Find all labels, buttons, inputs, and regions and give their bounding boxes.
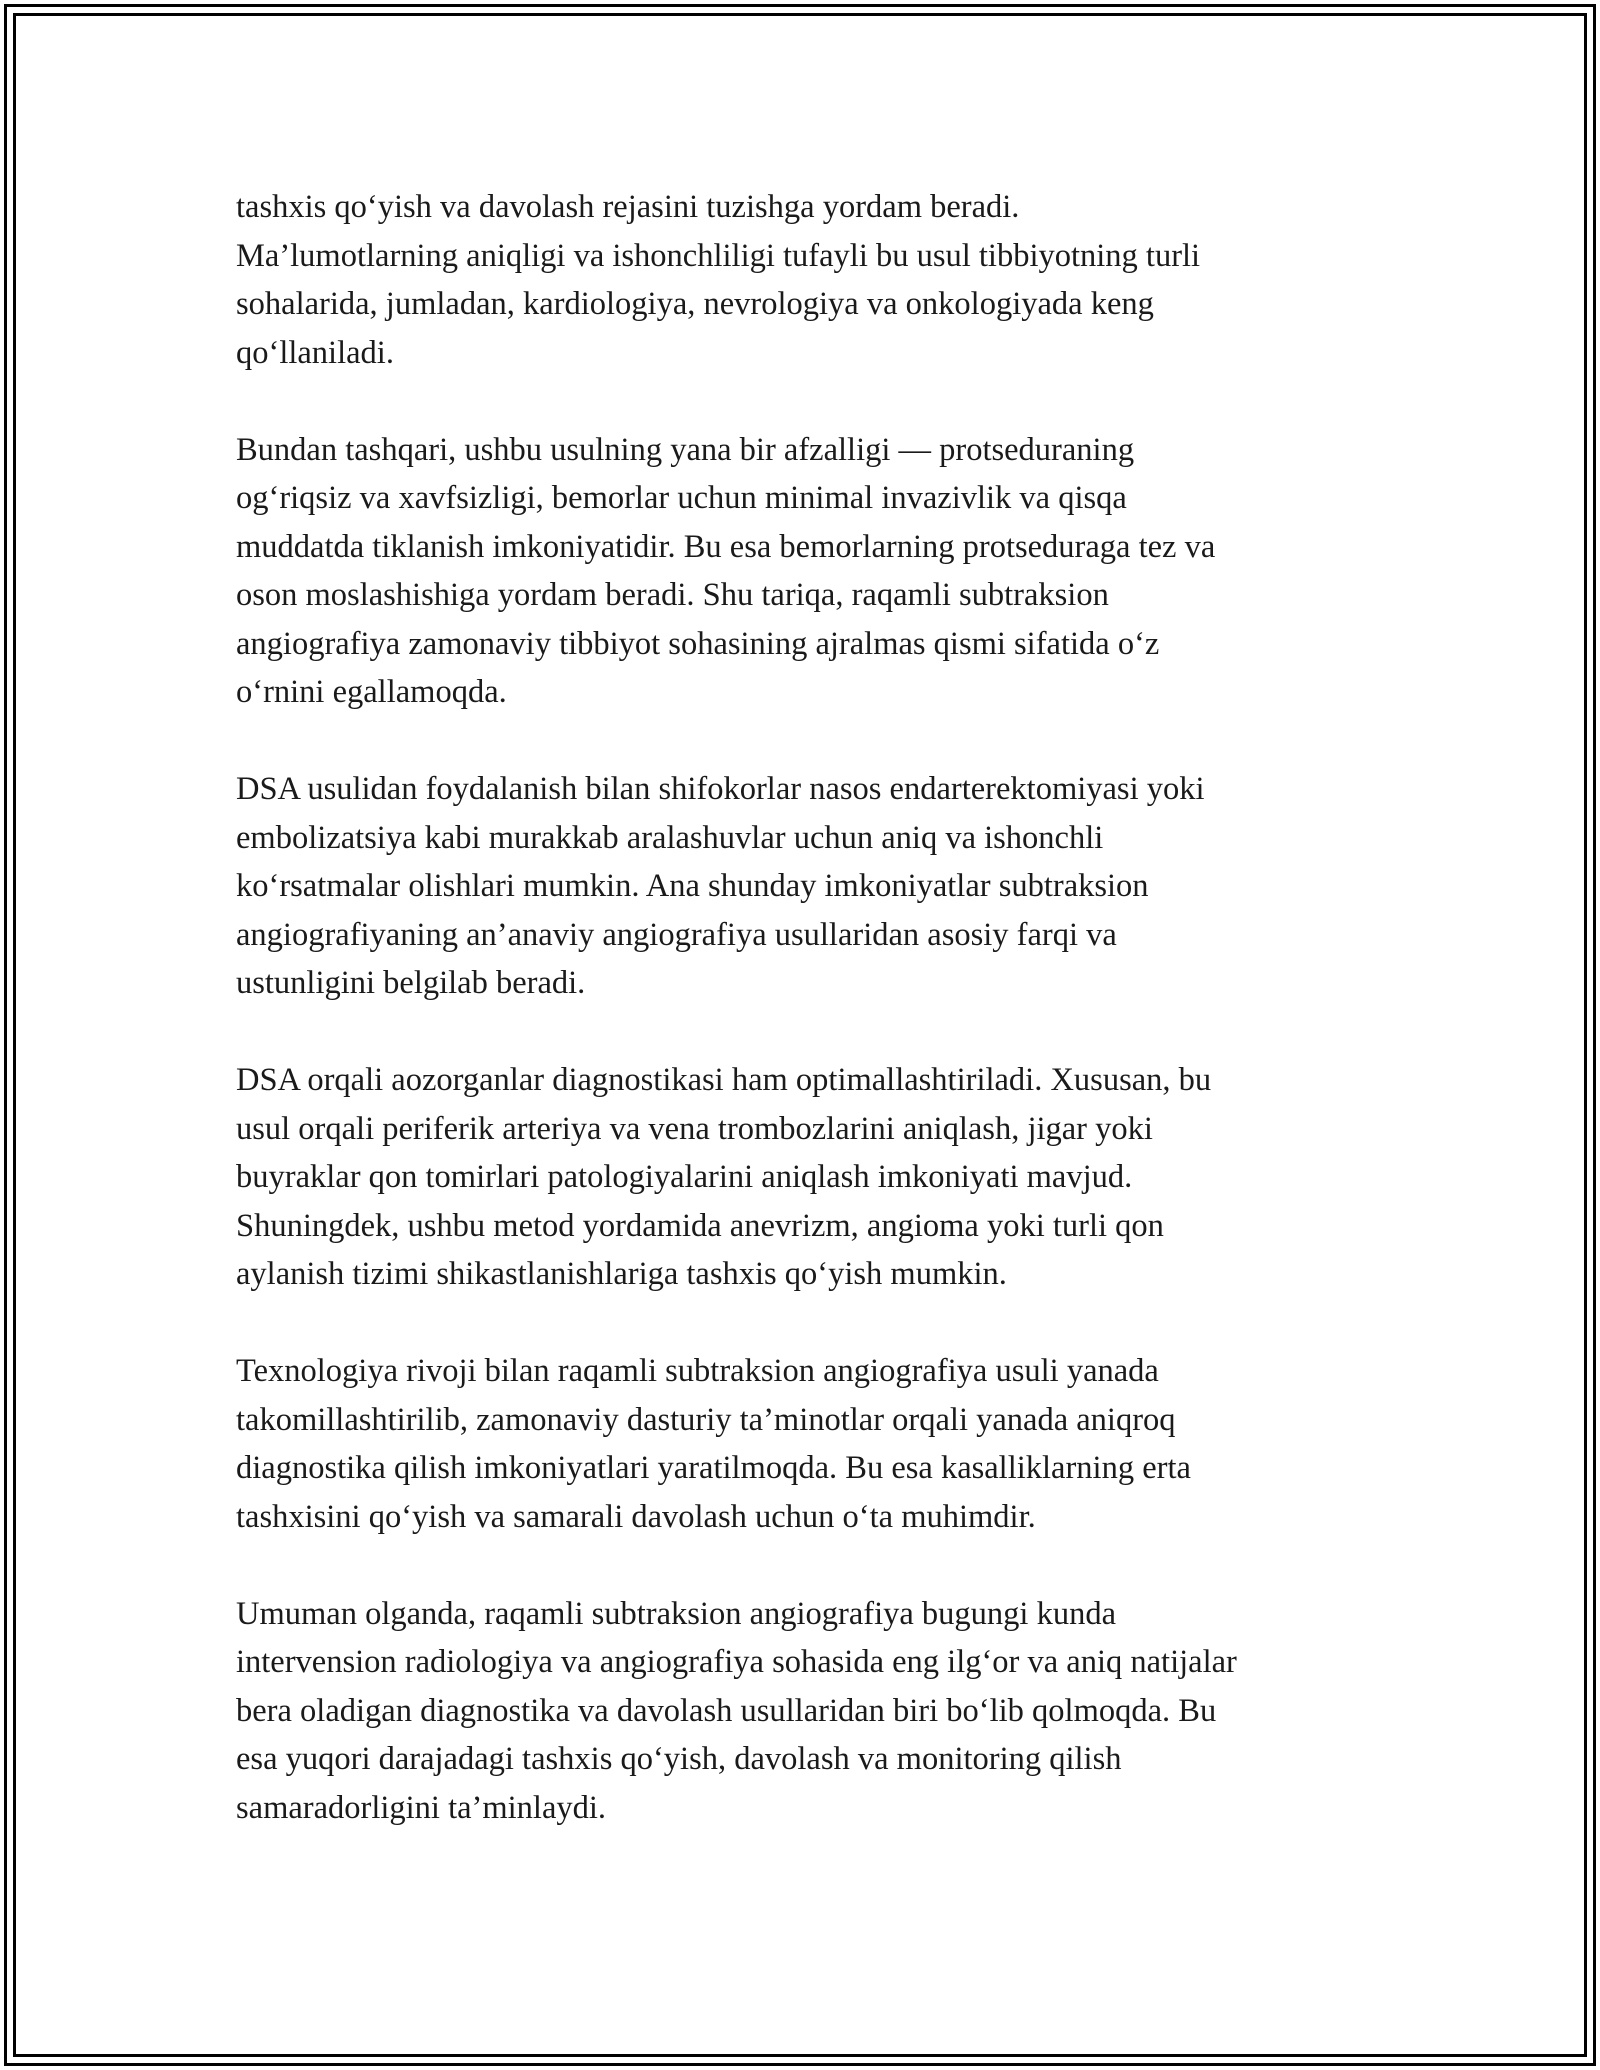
paragraph-5: Texnologiya rivoji bilan raqamli subtraksion angiografiya usuli yanada takomillashtirilib, zamonaviy dasturiy ta’minotlar orqali yanada aniqroq diagnostika qilish imkoniyatlari yaratilmoqda. Bu esa kasalliklarning erta tashxisini qo‘yish va samarali davolash uchun o‘ta muhimdir. (236, 1353, 1191, 1535)
document-body (236, 183, 1376, 1832)
paragraph-6: Umuman olganda, raqamli subtraksion angiografiya bugungi kunda intervension radiologiya va angiografiya sohasida eng ilg‘or va aniq natijalar bera oladigan diagnostika va davolash usullaridan biri bo‘lib qolmoqda. Bu esa yuqori darajadagi tashxis qo‘yish, davolash va monitoring qilish samaradorligini ta’minlaydi. (236, 1595, 1237, 1826)
paragraph-2: Bundan tashqari, ushbu usulning yana bir afzalligi — protseduraning og‘riqsiz va xavfsizligi, bemorlar uchun minimal invazivlik va qisqa muddatda tiklanish imkoniyatidir. Bu esa bemorlarning protseduraga tez va oson moslashishiga yordam beradi. Shu tariqa, raqamli subtraksion angiografiya zamonaviy tibbiyot sohasining ajralmas qismi sifatida o‘z o‘rnini egallamoqda. (236, 431, 1216, 710)
paragraph-1: tashxis qo‘yish va davolash rejasini tuzishga yordam beradi. Ma’lumotlarning aniqligi va ishonchliligi tufayli bu usul tibbiyotning turli sohalarida, jumladan, kardiologiya, nevrologiya va onkologiyada keng qo‘llaniladi. (236, 189, 1201, 371)
paragraph-4: DSA orqali aozorganlar diagnostikasi ham optimallashtiriladi. Xususan, bu usul orqali periferik arteriya va vena trombozlarini aniqlash, jigar yoki buyraklar qon tomirlari patologiyalarini aniqlash imkoniyati mavjud. Shuningdek, ushbu metod yordamida anevrizm, angioma yoki turli qon aylanish tizimi shikastlanishlariga tashxis qo‘yish mumkin. (236, 1062, 1212, 1292)
paragraph-3: DSA usulidan foydalanish bilan shifokorlar nasos endarterektomiyasi yoki embolizatsiya kabi murakkab aralashuvlar uchun aniq va ishonchli ko‘rsatmalar olishlari mumkin. Ana shunday imkoniyatlar subtraksion angiografiyaning an’anaviy angiografiya usullaridan asosiy farqi va ustunligini belgilab beradi. (236, 771, 1205, 1001)
